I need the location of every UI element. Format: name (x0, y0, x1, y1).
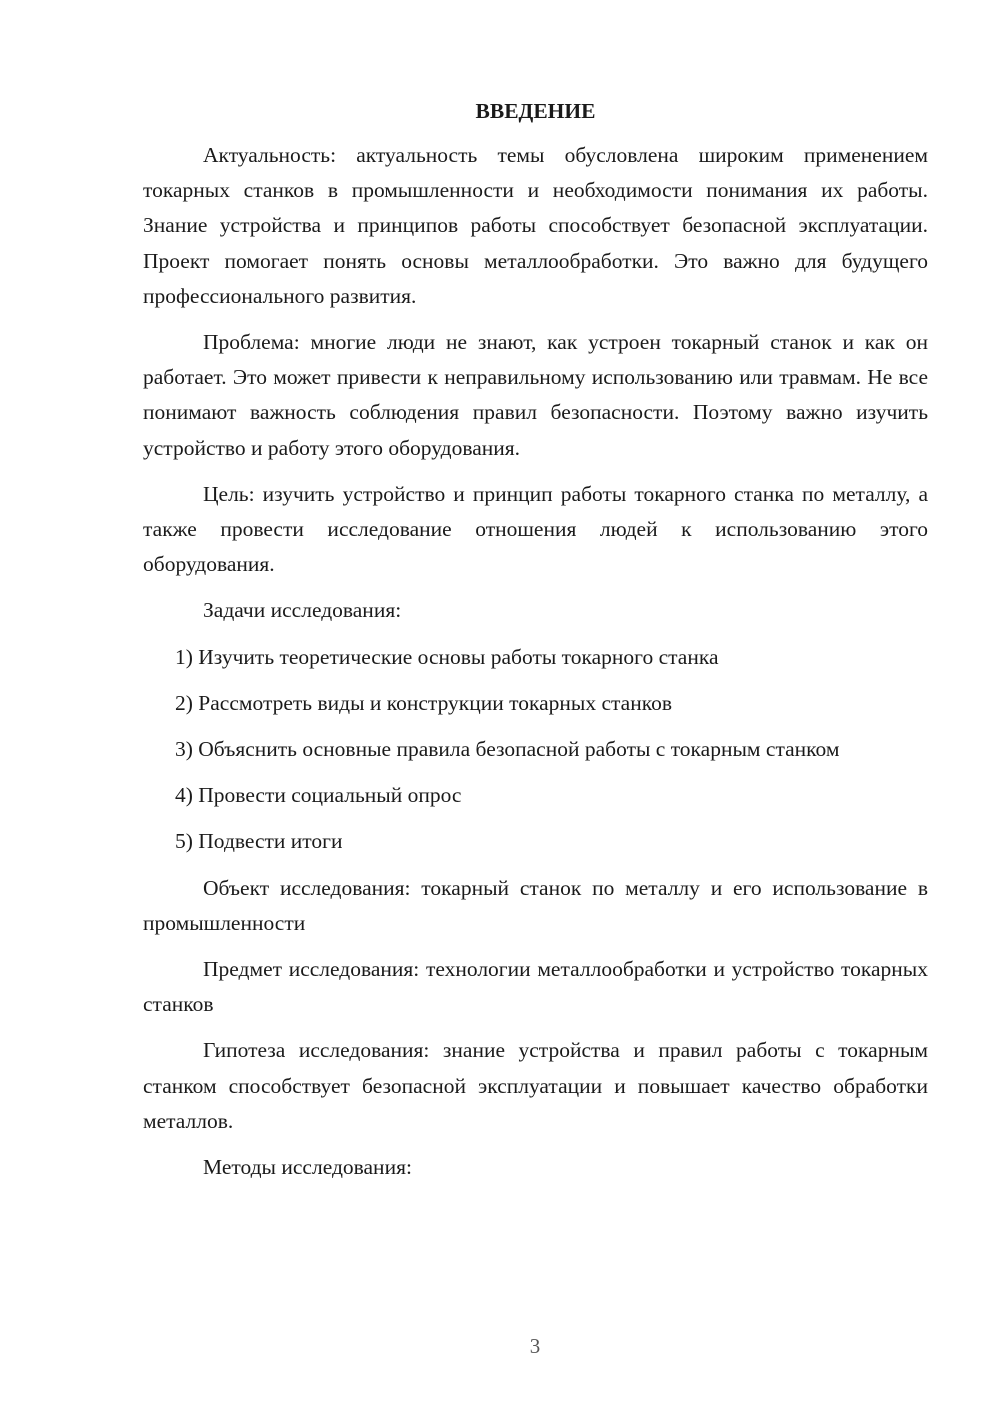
subject-paragraph: Предмет исследования: технологии металлообработки и устройство токарных станков (143, 957, 928, 1017)
problem-paragraph: Проблема: многие люди не знают, как устроен токарный станок и как он работает. Это может привести к неправильному использованию или травмам. Не все понимают важность соблюдения правил безопасности. Поэтому важно изучить устройство и работу этого оборудования. (143, 330, 928, 460)
hypothesis-paragraph: Гипотеза исследования: знание устройства и правил работы с токарным станком способствует безопасной эксплуатации и повышает качество обработки металлов. (143, 1038, 928, 1133)
text-body (143, 96, 928, 1196)
task-item: 1) Изучить теоретические основы работы токарного станка (175, 644, 719, 669)
task-item: 3) Объяснить основные правила безопасной работы с токарным станком (175, 737, 840, 762)
task-item: 2) Рассмотреть виды и конструкции токарных станков (175, 690, 672, 715)
page-number: 3 (529, 1334, 541, 1358)
relevance-paragraph: Актуальность: актуальность темы обусловлена широким применением токарных станков в промышленности и необходимости понимания их работы. Знание устройства и принципов работы способствует безопасной эксплуатации. Проект помогает понять основы металлообработки. Это важно для будущего профессионального развития. (143, 143, 928, 308)
task-item: 5) Подвести итоги (175, 829, 343, 854)
object-paragraph: Объект исследования: токарный станок по металлу и его использование в промышленности (143, 875, 928, 935)
task-item: 4) Провести социальный опрос (175, 783, 462, 808)
methods-heading: Методы исследования: (203, 1155, 412, 1180)
page-title: ВВЕДЕНИЕ (475, 99, 596, 123)
goal-paragraph: Цель: изучить устройство и принцип работы токарного станка по металлу, а также провести исследование отношения людей к использованию этого оборудования. (143, 481, 928, 577)
tasks-heading: Задачи исследования: (203, 598, 402, 623)
